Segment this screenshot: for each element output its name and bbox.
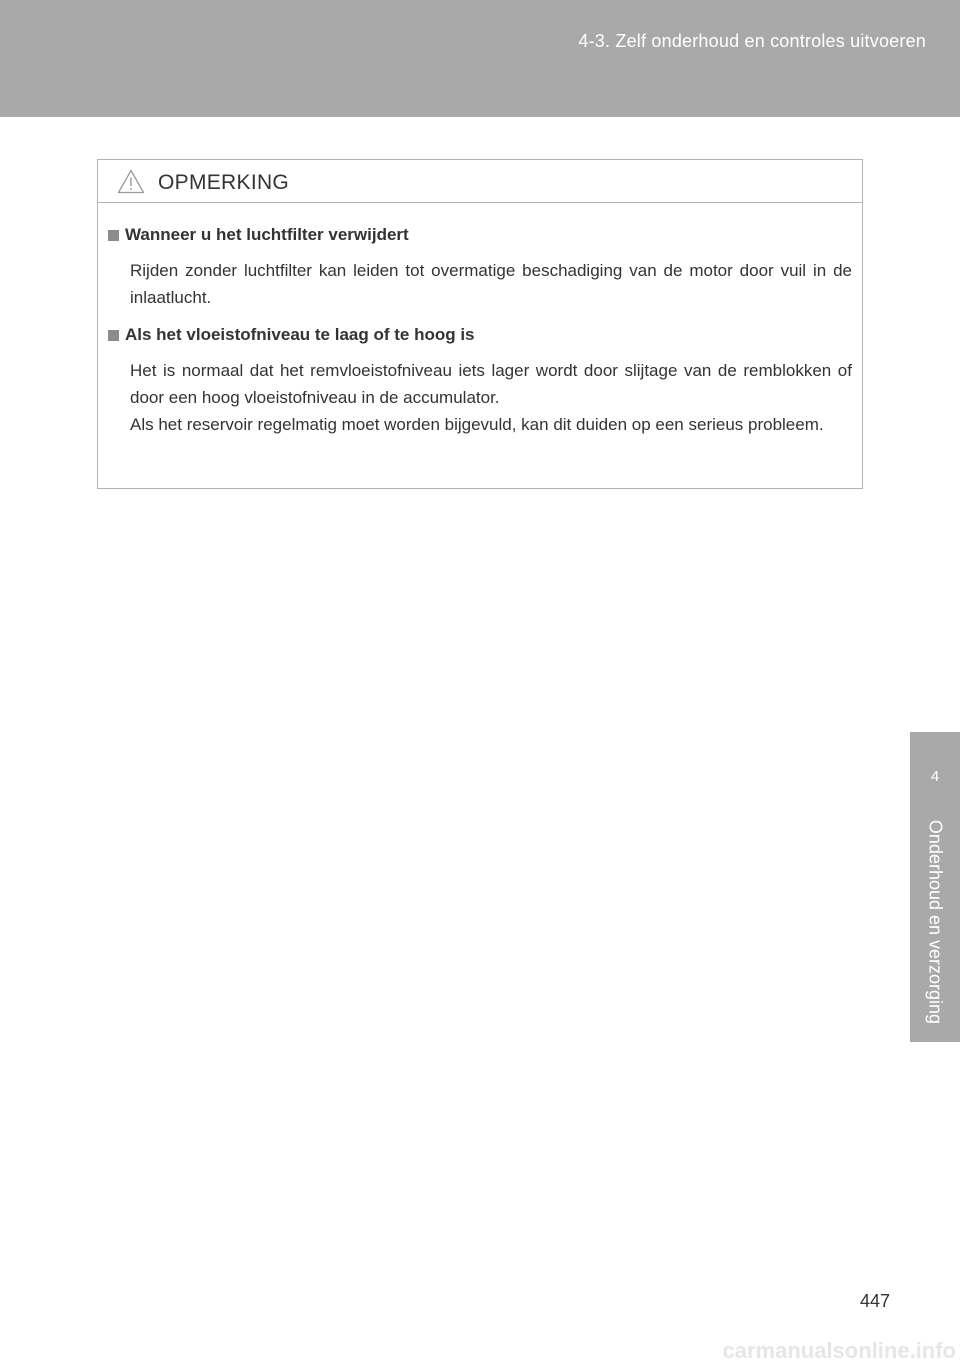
section-heading (108, 323, 852, 347)
section-paragraph: Als het reservoir regelmatig moet worden bijgevuld, kan dit duiden op een serieus probleem. (130, 415, 824, 434)
notice-title: OPMERKING (158, 171, 290, 194)
watermark: carmanualsonline.info (722, 1338, 956, 1363)
notice-body (98, 203, 862, 438)
section-title: 4-3. Zelf onderhoud en controles uitvoeren (578, 31, 926, 51)
chapter-number: 4 (930, 768, 940, 785)
notice-box (97, 159, 863, 489)
section-heading-text: Wanneer u het luchtfilter verwijdert (125, 225, 409, 244)
square-bullet-icon (108, 330, 119, 341)
section-heading-text: Als het vloeistofniveau te laag of te hoog is (125, 325, 475, 344)
chapter-label: Onderhoud en verzorging (925, 819, 946, 1025)
square-bullet-icon (108, 230, 119, 241)
section-heading (108, 223, 852, 247)
notice-header (98, 160, 862, 203)
section-paragraph: Het is normaal dat het remvloeistofniveau iets lager wordt door slijtage van de remblokken of door een hoog vloeistofniveau in de accumulator. (130, 361, 852, 407)
notice-section-fluid-level (108, 323, 852, 438)
section-paragraph: Rijden zonder luchtfilter kan leiden tot overmatige beschadiging van de motor door vuil in de inlaatlucht. (130, 261, 852, 307)
notice-section-air-filter (108, 223, 852, 311)
warning-triangle-icon (117, 169, 145, 194)
chapter-side-tab (910, 732, 960, 1042)
page-number: 447 (859, 1291, 890, 1311)
header-band (0, 0, 960, 117)
